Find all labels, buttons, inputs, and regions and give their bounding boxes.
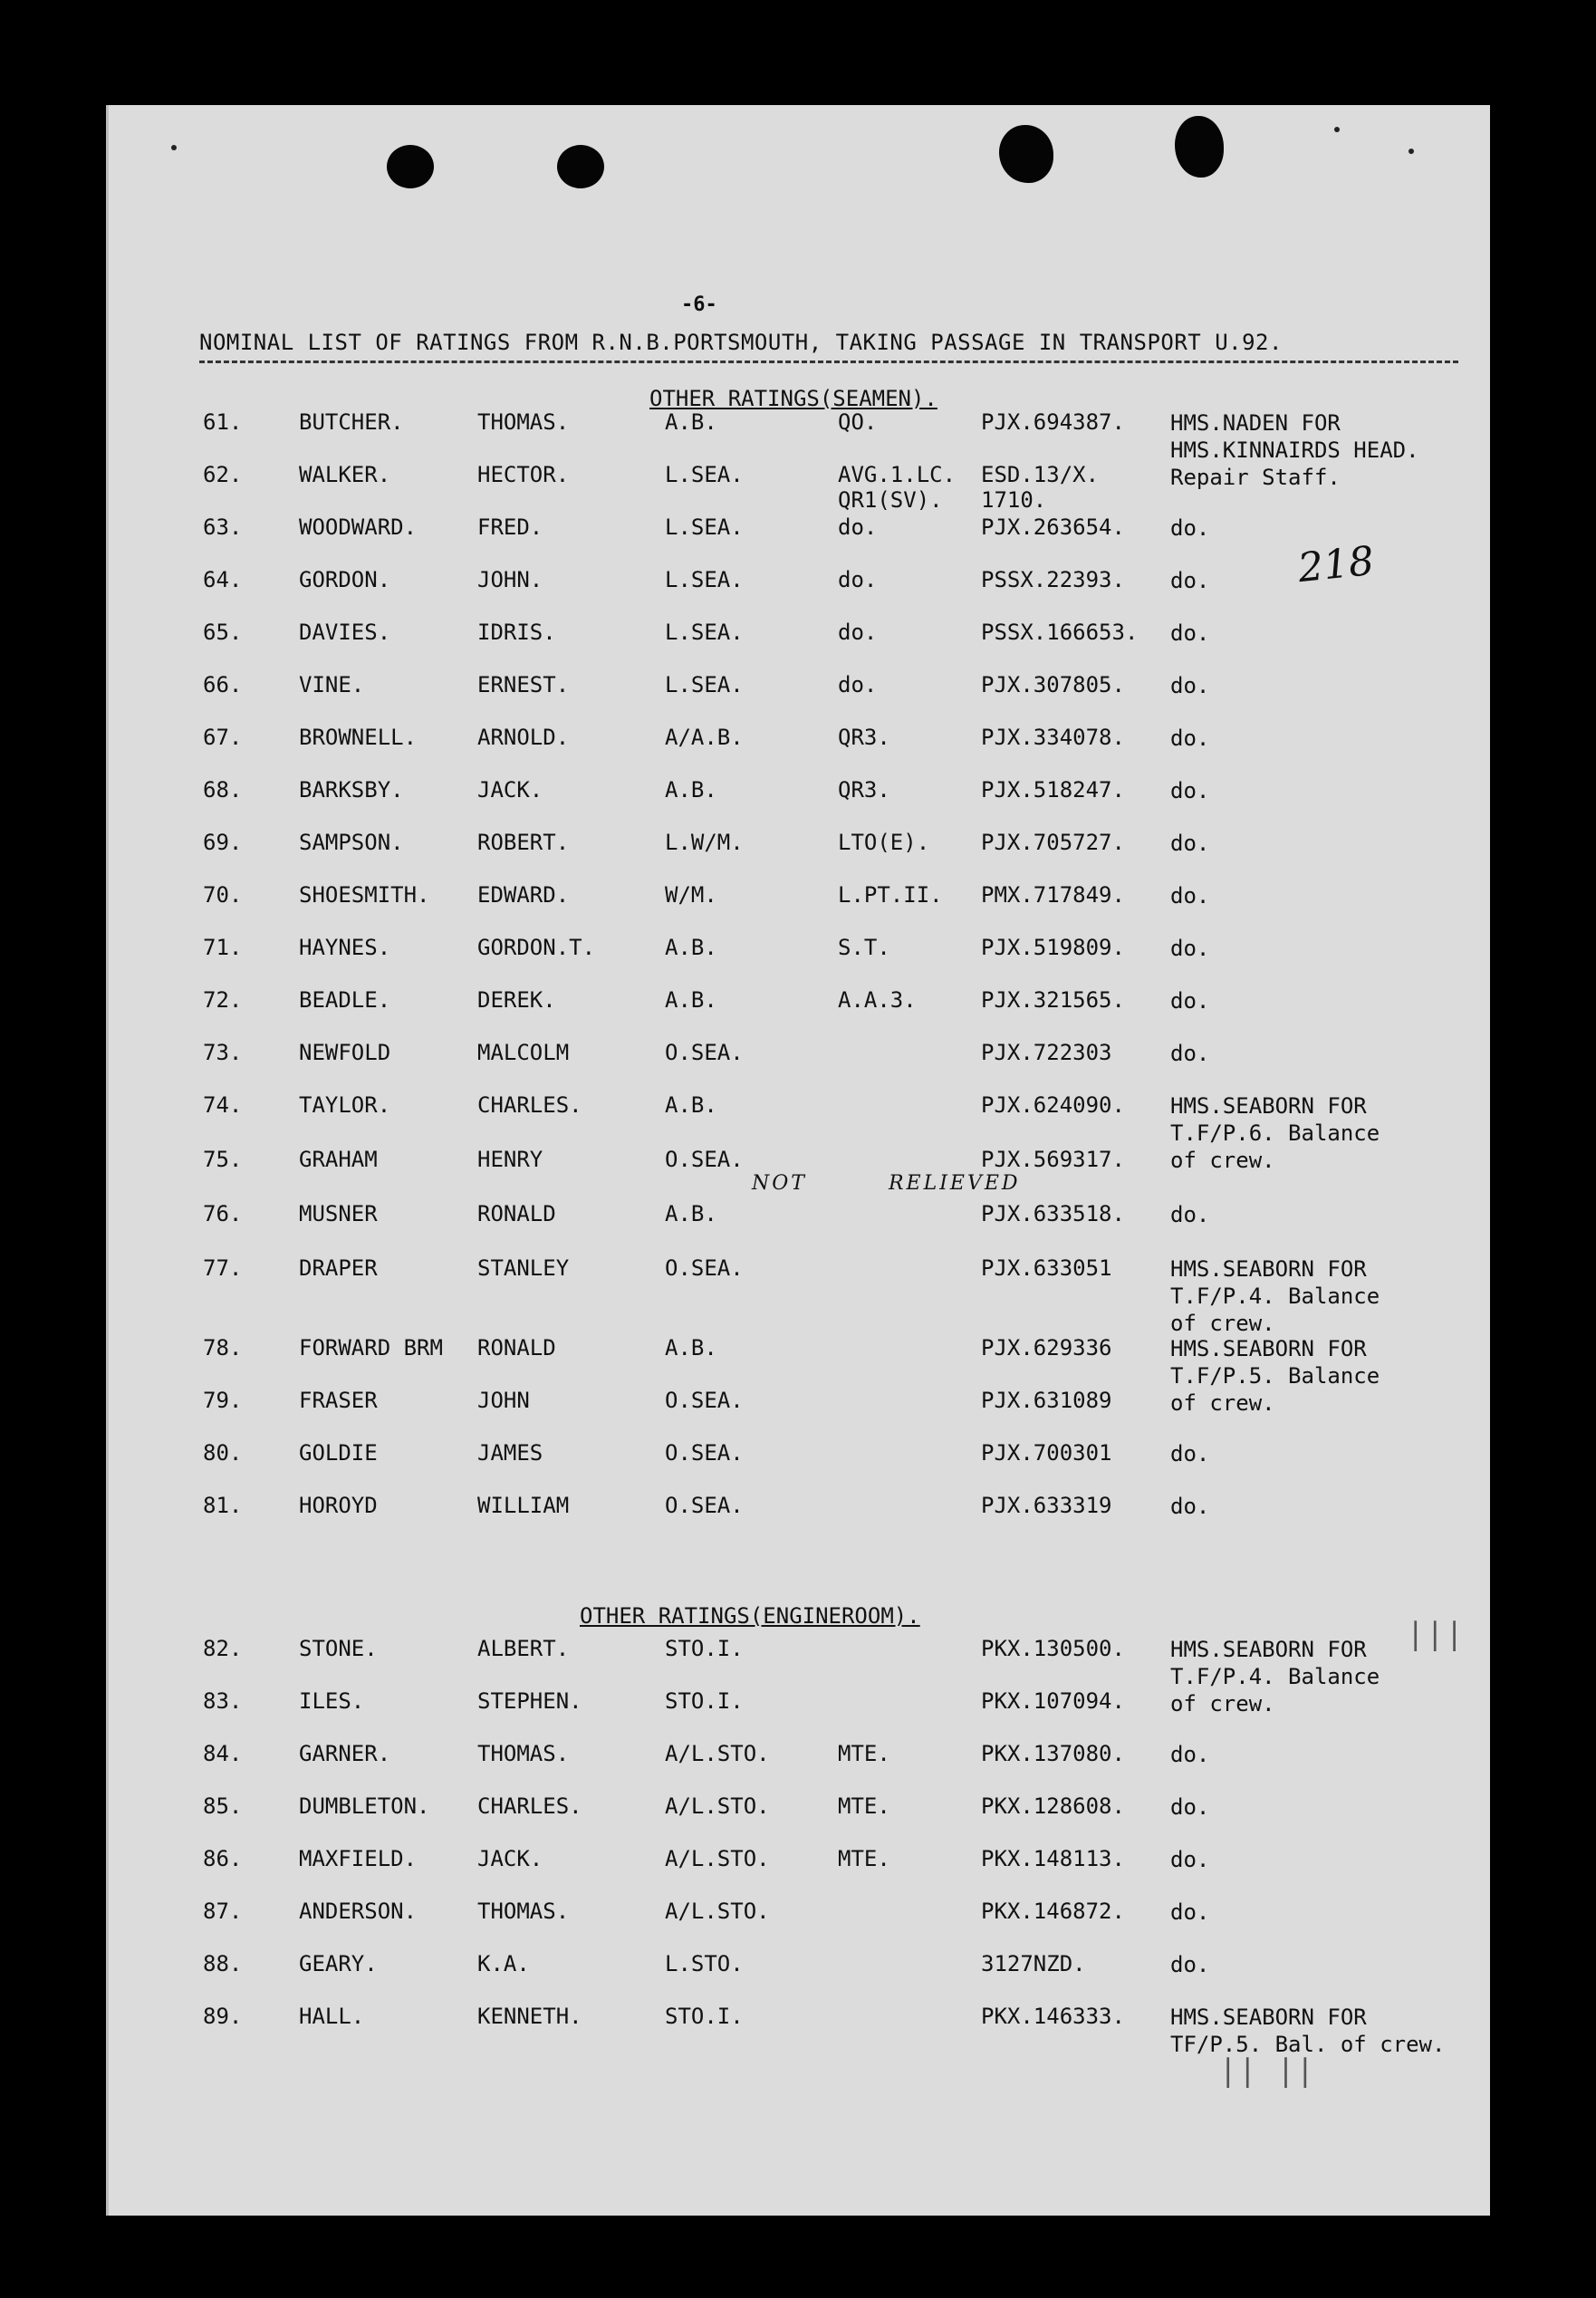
official-number-cell: PJX.518247. [981, 777, 1125, 803]
rating-cell: O.SEA. [665, 1440, 744, 1466]
rating-cell: A/L.STO. [665, 1741, 770, 1766]
remarks-cell [1170, 620, 1209, 647]
remarks-line: do. [1170, 1794, 1210, 1820]
given-name-cell: HECTOR. [477, 462, 570, 487]
paper-speck [1334, 127, 1340, 132]
row-number: 73. [203, 1040, 243, 1065]
official-number-cell: PJX.569317. [981, 1147, 1125, 1172]
official-number-cell: PKX.107094. [981, 1688, 1125, 1714]
official-number-cell: 3127NZD. [981, 1951, 1086, 1976]
official-number-cell: PSSX.166653. [981, 620, 1139, 645]
remarks-cell [1170, 777, 1209, 804]
qualification-cell: do. [838, 514, 878, 540]
given-name-cell: JOHN [477, 1388, 530, 1413]
table-row [106, 1899, 1490, 1944]
table-row [106, 567, 1490, 612]
rating-cell: A.B. [665, 1201, 717, 1226]
remarks-line: Repair Staff. [1170, 465, 1341, 490]
handwritten-annotation [752, 1172, 1102, 1195]
row-number: 66. [203, 672, 243, 697]
official-number-cell: PJX.705727. [981, 830, 1125, 855]
qualification-cell: do. [838, 567, 878, 592]
remarks-line: do. [1170, 936, 1210, 961]
row-number: 79. [203, 1388, 243, 1413]
given-name-cell: JOHN. [477, 567, 543, 592]
qualification-cell: L.PT.II. [838, 882, 943, 908]
official-number-cell: PJX.700301 [981, 1440, 1112, 1466]
given-name-cell: JAMES [477, 1440, 543, 1466]
official-number-cell: PJX.321565. [981, 987, 1125, 1013]
remarks-line: do. [1170, 778, 1210, 803]
official-number-cell: PJX.633051 [981, 1255, 1112, 1281]
row-number: 78. [203, 1335, 243, 1361]
official-number-cell: PJX.307805. [981, 672, 1125, 697]
qualification-cell: AVG.1.LC. QR1(SV). [838, 462, 957, 513]
remarks-line: do. [1170, 1494, 1210, 1519]
surname-cell: GOLDIE [299, 1440, 378, 1466]
surname-cell: HAYNES. [299, 935, 391, 960]
row-number: 69. [203, 830, 243, 855]
rating-cell: STO.I. [665, 2004, 744, 2029]
qualification-cell: do. [838, 620, 878, 645]
row-number: 84. [203, 1741, 243, 1766]
remarks-line: do. [1170, 515, 1210, 541]
table-row [106, 777, 1490, 822]
official-number-cell: PKX.128608. [981, 1793, 1125, 1819]
surname-cell: FORWARD BRM [299, 1335, 443, 1361]
given-name-cell: STANLEY [477, 1255, 570, 1281]
rating-cell: A/L.STO. [665, 1846, 770, 1871]
table-row [106, 725, 1490, 770]
surname-cell: WOODWARD. [299, 514, 418, 540]
rating-cell: A.B. [665, 409, 717, 435]
rating-cell: O.SEA. [665, 1040, 744, 1065]
page-number: -6- [681, 293, 717, 316]
given-name-cell: EDWARD. [477, 882, 570, 908]
official-number-cell: PJX.633319 [981, 1493, 1112, 1518]
remarks-cell [1170, 987, 1209, 1014]
remarks-cell [1170, 1741, 1209, 1768]
rating-cell: STO.I. [665, 1688, 744, 1714]
rating-cell: A/A.B. [665, 725, 744, 750]
official-number-cell: PKX.137080. [981, 1741, 1125, 1766]
surname-cell: GEARY. [299, 1951, 378, 1976]
remarks-line: do. [1170, 883, 1210, 909]
paper-speck [1409, 149, 1414, 154]
remarks-line: HMS.KINNAIRDS HEAD. [1170, 437, 1419, 463]
row-number: 72. [203, 987, 243, 1013]
given-name-cell: RONALD [477, 1335, 556, 1361]
given-name-cell: HENRY [477, 1147, 543, 1172]
remarks-cell [1170, 567, 1209, 594]
row-number: 89. [203, 2004, 243, 2029]
table-row [106, 1793, 1490, 1839]
rating-cell: A.B. [665, 987, 717, 1013]
remarks-line: do. [1170, 1041, 1210, 1066]
rating-cell: L.SEA. [665, 672, 744, 697]
rating-cell: A.B. [665, 777, 717, 803]
remarks-cell [1170, 1201, 1209, 1228]
given-name-cell: K.A. [477, 1951, 530, 1976]
surname-cell: DUMBLETON. [299, 1793, 430, 1819]
remarks-cell [1170, 1040, 1209, 1067]
surname-cell: MUSNER [299, 1201, 378, 1226]
rating-cell: L.SEA. [665, 462, 744, 487]
surname-cell: SAMPSON. [299, 830, 404, 855]
surname-cell: ILES. [299, 1688, 365, 1714]
rating-cell: O.SEA. [665, 1147, 744, 1172]
rating-cell: O.SEA. [665, 1255, 744, 1281]
surname-cell: MAXFIELD. [299, 1846, 418, 1871]
punch-hole [557, 145, 604, 188]
remarks-line: HMS.SEABORN FOR [1170, 1637, 1367, 1662]
given-name-cell: ARNOLD. [477, 725, 570, 750]
row-number: 63. [203, 514, 243, 540]
rating-cell: A.B. [665, 1335, 717, 1361]
surname-cell: DRAPER [299, 1255, 378, 1281]
row-number: 88. [203, 1951, 243, 1976]
row-number: 64. [203, 567, 243, 592]
given-name-cell: IDRIS. [477, 620, 556, 645]
remarks-line: HMS.SEABORN FOR [1170, 1256, 1367, 1282]
remarks-cell [1170, 1899, 1209, 1926]
qualification-cell: LTO(E). [838, 830, 930, 855]
given-name-cell: KENNETH. [477, 2004, 582, 2029]
rating-cell: O.SEA. [665, 1388, 744, 1413]
surname-cell: NEWFOLD [299, 1040, 391, 1065]
remarks-line: HMS.SEABORN FOR [1170, 2005, 1367, 2030]
qualification-cell: MTE. [838, 1846, 890, 1871]
table-row [106, 987, 1490, 1033]
given-name-cell: THOMAS. [477, 1741, 570, 1766]
row-number: 65. [203, 620, 243, 645]
row-number: 75. [203, 1147, 243, 1172]
table-row [106, 672, 1490, 717]
table-row [106, 1688, 1490, 1734]
rating-cell: A/L.STO. [665, 1899, 770, 1924]
given-name-cell: RONALD [477, 1201, 556, 1226]
punch-hole [387, 145, 434, 188]
given-name-cell: DEREK. [477, 987, 556, 1013]
given-name-cell: THOMAS. [477, 409, 570, 435]
official-number-cell: PJX.624090. [981, 1092, 1125, 1118]
remarks-line: T.F/P.5. Balance [1170, 1363, 1380, 1389]
remarks-cell [1170, 1255, 1380, 1337]
given-name-cell: FRED. [477, 514, 543, 540]
official-number-cell: ESD.13/X. 1710. [981, 462, 1100, 513]
remarks-line: do. [1170, 620, 1210, 646]
rating-cell: O.SEA. [665, 1493, 744, 1518]
surname-cell: HALL. [299, 2004, 365, 2029]
surname-cell: GARNER. [299, 1741, 391, 1766]
remarks-line: T.F/P.4. Balance [1170, 1284, 1380, 1309]
given-name-cell: ERNEST. [477, 672, 570, 697]
annotation-word: NOT [752, 1172, 807, 1195]
row-number: 62. [203, 462, 243, 487]
remarks-line: of crew. [1170, 1311, 1275, 1336]
table-row [106, 1846, 1490, 1891]
remarks-line: HMS.SEABORN FOR [1170, 1336, 1367, 1361]
qualification-cell: QO. [838, 409, 878, 435]
remarks-line: of crew. [1170, 1390, 1275, 1416]
given-name-cell: STEPHEN. [477, 1688, 582, 1714]
surname-cell: GRAHAM [299, 1147, 378, 1172]
remarks-cell [1170, 830, 1209, 857]
row-number: 82. [203, 1636, 243, 1661]
row-number: 83. [203, 1688, 243, 1714]
qualification-cell: QR3. [838, 725, 890, 750]
remarks-line: T.F/P.6. Balance [1170, 1120, 1380, 1146]
qualification-cell: S.T. [838, 935, 890, 960]
surname-cell: WALKER. [299, 462, 391, 487]
given-name-cell: JACK. [477, 1846, 543, 1871]
document-page [106, 105, 1490, 2216]
official-number-cell: PJX.629336 [981, 1335, 1112, 1361]
official-number-cell: PKX.130500. [981, 1636, 1125, 1661]
surname-cell: TAYLOR. [299, 1092, 391, 1118]
row-number: 74. [203, 1092, 243, 1118]
remarks-cell [1170, 2004, 1445, 2058]
table-row [106, 1040, 1490, 1085]
remarks-cell [1170, 935, 1209, 962]
table-row [106, 462, 1490, 513]
official-number-cell: PJX.694387. [981, 409, 1125, 435]
remarks-line: do. [1170, 1441, 1210, 1466]
handwritten-folio: 218 [1295, 537, 1377, 592]
official-number-cell: PJX.722303 [981, 1040, 1112, 1065]
row-number: 81. [203, 1493, 243, 1518]
table-row [106, 1388, 1490, 1433]
rating-cell: L.SEA. [665, 567, 744, 592]
row-number: 71. [203, 935, 243, 960]
remarks-line: HMS.NADEN FOR [1170, 410, 1341, 436]
table-row [106, 1440, 1490, 1486]
table-row [106, 2004, 1490, 2057]
remarks-line: do. [1170, 1952, 1210, 1977]
tally-marks: ||| [1410, 1616, 1469, 1652]
given-name-cell: WILLIAM [477, 1493, 570, 1518]
rating-cell: A.B. [665, 935, 717, 960]
remarks-cell [1170, 514, 1209, 542]
remarks-cell [1170, 1493, 1209, 1520]
given-name-cell: JACK. [477, 777, 543, 803]
remarks-cell [1170, 1951, 1209, 1978]
remarks-cell [1170, 1440, 1209, 1467]
given-name-cell: ALBERT. [477, 1636, 570, 1661]
official-number-cell: PJX.519809. [981, 935, 1125, 960]
surname-cell: BEADLE. [299, 987, 391, 1013]
surname-cell: FRASER [299, 1388, 378, 1413]
rating-cell: L.SEA. [665, 514, 744, 540]
remarks-line: of crew. [1170, 1691, 1275, 1716]
row-number: 61. [203, 409, 243, 435]
paper-speck [171, 145, 177, 150]
table-row [106, 935, 1490, 980]
table-row [106, 620, 1490, 665]
punch-hole [999, 125, 1053, 183]
annotation-word: RELIEVED [888, 1172, 1021, 1195]
surname-cell: DAVIES. [299, 620, 391, 645]
given-name-cell: ROBERT. [477, 830, 570, 855]
given-name-cell: THOMAS. [477, 1899, 570, 1924]
qualification-cell: do. [838, 672, 878, 697]
table-row [106, 1493, 1490, 1538]
remarks-cell [1170, 725, 1209, 752]
punch-hole [1175, 116, 1224, 178]
given-name-cell: GORDON.T. [477, 935, 596, 960]
remarks-line: do. [1170, 1742, 1210, 1767]
qualification-cell: A.A.3. [838, 987, 917, 1013]
rating-cell: STO.I. [665, 1636, 744, 1661]
rating-cell: A/L.STO. [665, 1793, 770, 1819]
row-number: 85. [203, 1793, 243, 1819]
row-number: 70. [203, 882, 243, 908]
table-row [106, 1741, 1490, 1786]
remarks-line: do. [1170, 726, 1210, 751]
rating-cell: A.B. [665, 1092, 717, 1118]
surname-cell: BARKSBY. [299, 777, 404, 803]
surname-cell: SHOESMITH. [299, 882, 430, 908]
remarks-line: do. [1170, 831, 1210, 856]
rating-cell: L.SEA. [665, 620, 744, 645]
remarks-cell [1170, 1846, 1209, 1873]
section-title-engineroom: OTHER RATINGS(ENGINEROOM). [580, 1603, 920, 1629]
rating-cell: W/M. [665, 882, 717, 908]
rating-cell: L.STO. [665, 1951, 744, 1976]
remarks-line: do. [1170, 673, 1210, 698]
remarks-cell [1170, 1793, 1209, 1821]
table-row [106, 830, 1490, 875]
row-number: 68. [203, 777, 243, 803]
remarks-line: do. [1170, 568, 1210, 593]
official-number-cell: PJX.633518. [981, 1201, 1125, 1226]
qualification-cell: MTE. [838, 1741, 890, 1766]
row-number: 86. [203, 1846, 243, 1871]
row-number: 80. [203, 1440, 243, 1466]
remarks-line: do. [1170, 1847, 1210, 1872]
surname-cell: VINE. [299, 672, 365, 697]
remarks-line: do. [1170, 988, 1210, 1014]
official-number-cell: PMX.717849. [981, 882, 1125, 908]
official-number-cell: PKX.146333. [981, 2004, 1125, 2029]
surname-cell: BUTCHER. [299, 409, 404, 435]
remarks-cell [1170, 882, 1209, 909]
official-number-cell: PSSX.22393. [981, 567, 1125, 592]
surname-cell: ANDERSON. [299, 1899, 418, 1924]
official-number-cell: PJX.631089 [981, 1388, 1112, 1413]
remarks-line: T.F/P.4. Balance [1170, 1664, 1380, 1689]
dashed-divider [199, 361, 1458, 363]
remarks-line: do. [1170, 1899, 1210, 1925]
given-name-cell: CHARLES. [477, 1793, 582, 1819]
qualification-cell: MTE. [838, 1793, 890, 1819]
section-title-seamen: OTHER RATINGS(SEAMEN). [649, 386, 937, 411]
remarks-line: do. [1170, 1202, 1210, 1227]
table-row [106, 1255, 1490, 1336]
official-number-cell: PJX.334078. [981, 725, 1125, 750]
official-number-cell: PKX.148113. [981, 1846, 1125, 1871]
remarks-line: of crew. [1170, 1148, 1275, 1173]
row-number: 87. [203, 1899, 243, 1924]
table-row [106, 882, 1490, 928]
table-row [106, 1951, 1490, 1996]
remarks-line: TF/P.5. Bal. of crew. [1170, 2032, 1446, 2057]
table-row [106, 1201, 1490, 1246]
rating-cell: L.W/M. [665, 830, 744, 855]
table-row [106, 514, 1490, 560]
row-number: 67. [203, 725, 243, 750]
given-name-cell: CHARLES. [477, 1092, 582, 1118]
list-heading: NOMINAL LIST OF RATINGS FROM R.N.B.PORTSMOUTH, TAKING PASSAGE IN TRANSPORT U.92. [199, 330, 1283, 355]
remarks-cell [1170, 672, 1209, 699]
official-number-cell: PJX.263654. [981, 514, 1125, 540]
surname-cell: BROWNELL. [299, 725, 418, 750]
tally-marks: || || [1223, 2053, 1320, 2089]
given-name-cell: MALCOLM [477, 1040, 570, 1065]
qualification-cell: QR3. [838, 777, 890, 803]
surname-cell: GORDON. [299, 567, 391, 592]
surname-cell: HOROYD [299, 1493, 378, 1518]
row-number: 77. [203, 1255, 243, 1281]
official-number-cell: PKX.146872. [981, 1899, 1125, 1924]
surname-cell: STONE. [299, 1636, 378, 1661]
row-number: 76. [203, 1201, 243, 1226]
remarks-line: HMS.SEABORN FOR [1170, 1093, 1367, 1119]
